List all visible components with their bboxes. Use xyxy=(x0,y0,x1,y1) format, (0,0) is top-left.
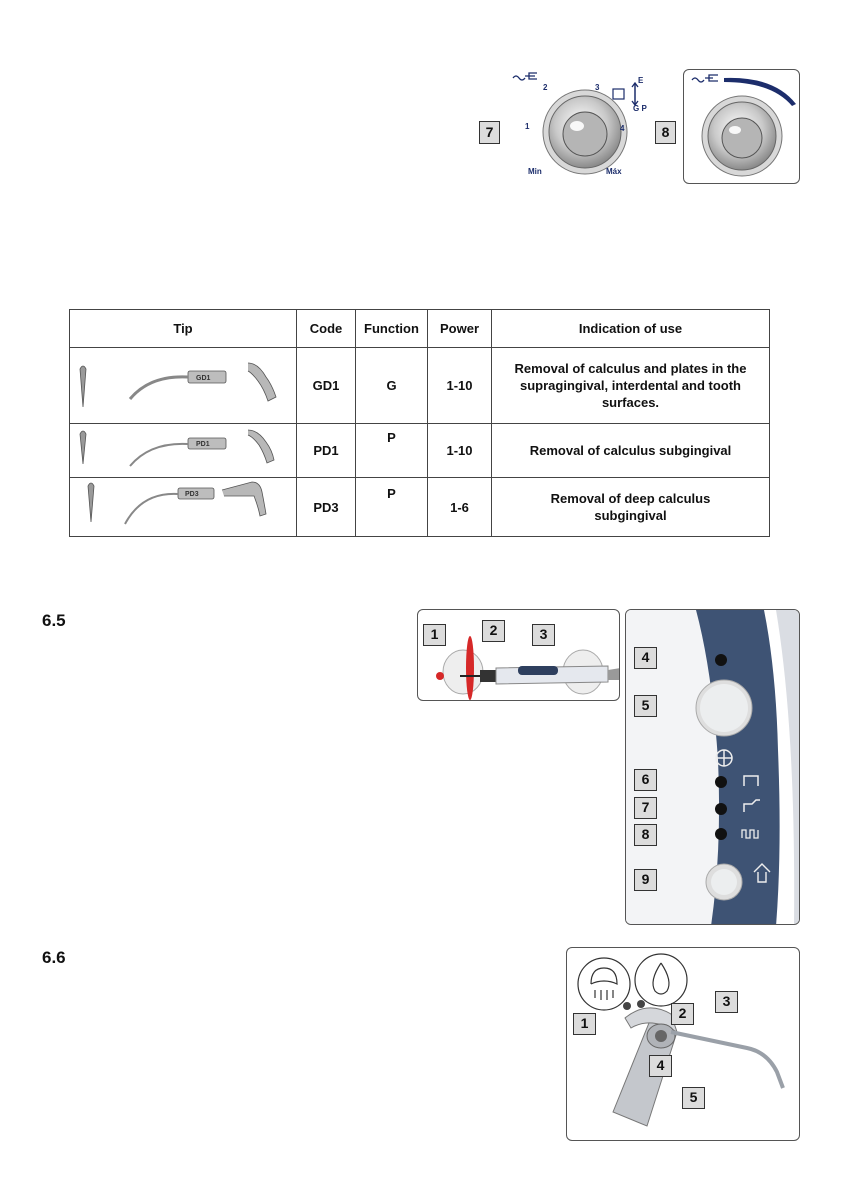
water-knob-graphic xyxy=(684,70,800,184)
header-power: Power xyxy=(428,310,492,348)
syringe-photo xyxy=(566,947,800,1141)
tip-table xyxy=(69,309,770,537)
panel-callout-6: 6 xyxy=(634,769,657,791)
table-header-row xyxy=(70,310,770,348)
header-code: Code xyxy=(297,310,356,348)
syringe-callout-4: 4 xyxy=(649,1055,672,1077)
indication-cell: Removal of deep calculus subgingival xyxy=(492,478,770,537)
scale-label-3: 3 xyxy=(595,83,600,92)
panel-callout-4: 4 xyxy=(634,647,657,669)
tip-pd1-image xyxy=(70,424,296,474)
power-cell: 1-10 xyxy=(428,348,492,424)
handpiece-callout-3: 3 xyxy=(532,624,555,646)
panel-callout-9: 9 xyxy=(634,869,657,891)
syringe-callout-2: 2 xyxy=(671,1003,694,1025)
power-cell: 1-10 xyxy=(428,424,492,478)
scale-label-min: Min xyxy=(528,167,542,176)
header-indication: Indication of use xyxy=(492,310,770,348)
function-cell: P xyxy=(356,478,428,537)
syringe-callout-5: 5 xyxy=(682,1087,705,1109)
code-cell: PD1 xyxy=(297,424,356,478)
indication-cell: Removal of calculus and plates in the supragingival, interdental and tooth surfaces. xyxy=(492,348,770,424)
code-cell: PD3 xyxy=(297,478,356,537)
panel-callout-5: 5 xyxy=(634,695,657,717)
power-knob-panel xyxy=(505,70,673,183)
table-row xyxy=(70,348,770,424)
handpiece-callout-1: 1 xyxy=(423,624,446,646)
tip-image-cell xyxy=(70,424,297,478)
callout-7: 7 xyxy=(479,121,500,144)
callout-8: 8 xyxy=(655,121,676,144)
function-cell: P xyxy=(356,424,428,478)
tip-pd1-label: PD1 xyxy=(196,441,210,448)
tip-pd3-image xyxy=(70,478,296,533)
tip-gd1-image xyxy=(70,349,296,419)
mode-label-e: E xyxy=(638,76,644,85)
code-cell: GD1 xyxy=(297,348,356,424)
power-cell: 1-6 xyxy=(428,478,492,537)
indication-cell: Removal of calculus subgingival xyxy=(492,424,770,478)
water-knob-panel xyxy=(683,69,800,184)
mode-label-gp: G P xyxy=(633,104,647,113)
scale-label-4: 4 xyxy=(620,124,625,133)
section-heading-6-5: 6.5 xyxy=(42,611,66,630)
scale-label-2: 2 xyxy=(543,83,548,92)
function-cell: G xyxy=(356,348,428,424)
syringe-illustration xyxy=(567,948,800,1141)
header-function: Function xyxy=(356,310,428,348)
handpiece-photo xyxy=(417,609,620,701)
handpiece-callout-2: 2 xyxy=(482,620,505,642)
scale-label-max: Máx xyxy=(606,167,622,176)
tip-gd1-label: GD1 xyxy=(196,375,211,382)
tip-pd3-label: PD3 xyxy=(185,491,199,498)
syringe-callout-1: 1 xyxy=(573,1013,596,1035)
header-tip: Tip xyxy=(70,310,297,348)
syringe-callout-3: 3 xyxy=(715,991,738,1013)
panel-callout-7: 7 xyxy=(634,797,657,819)
handpiece-illustration xyxy=(418,610,620,701)
tip-image-cell xyxy=(70,478,297,537)
table-row xyxy=(70,424,770,478)
panel-callout-8: 8 xyxy=(634,824,657,846)
section-heading-6-6: 6.6 xyxy=(42,948,66,967)
scale-label-1: 1 xyxy=(525,122,530,131)
table-row xyxy=(70,478,770,537)
tip-image-cell xyxy=(70,348,297,424)
